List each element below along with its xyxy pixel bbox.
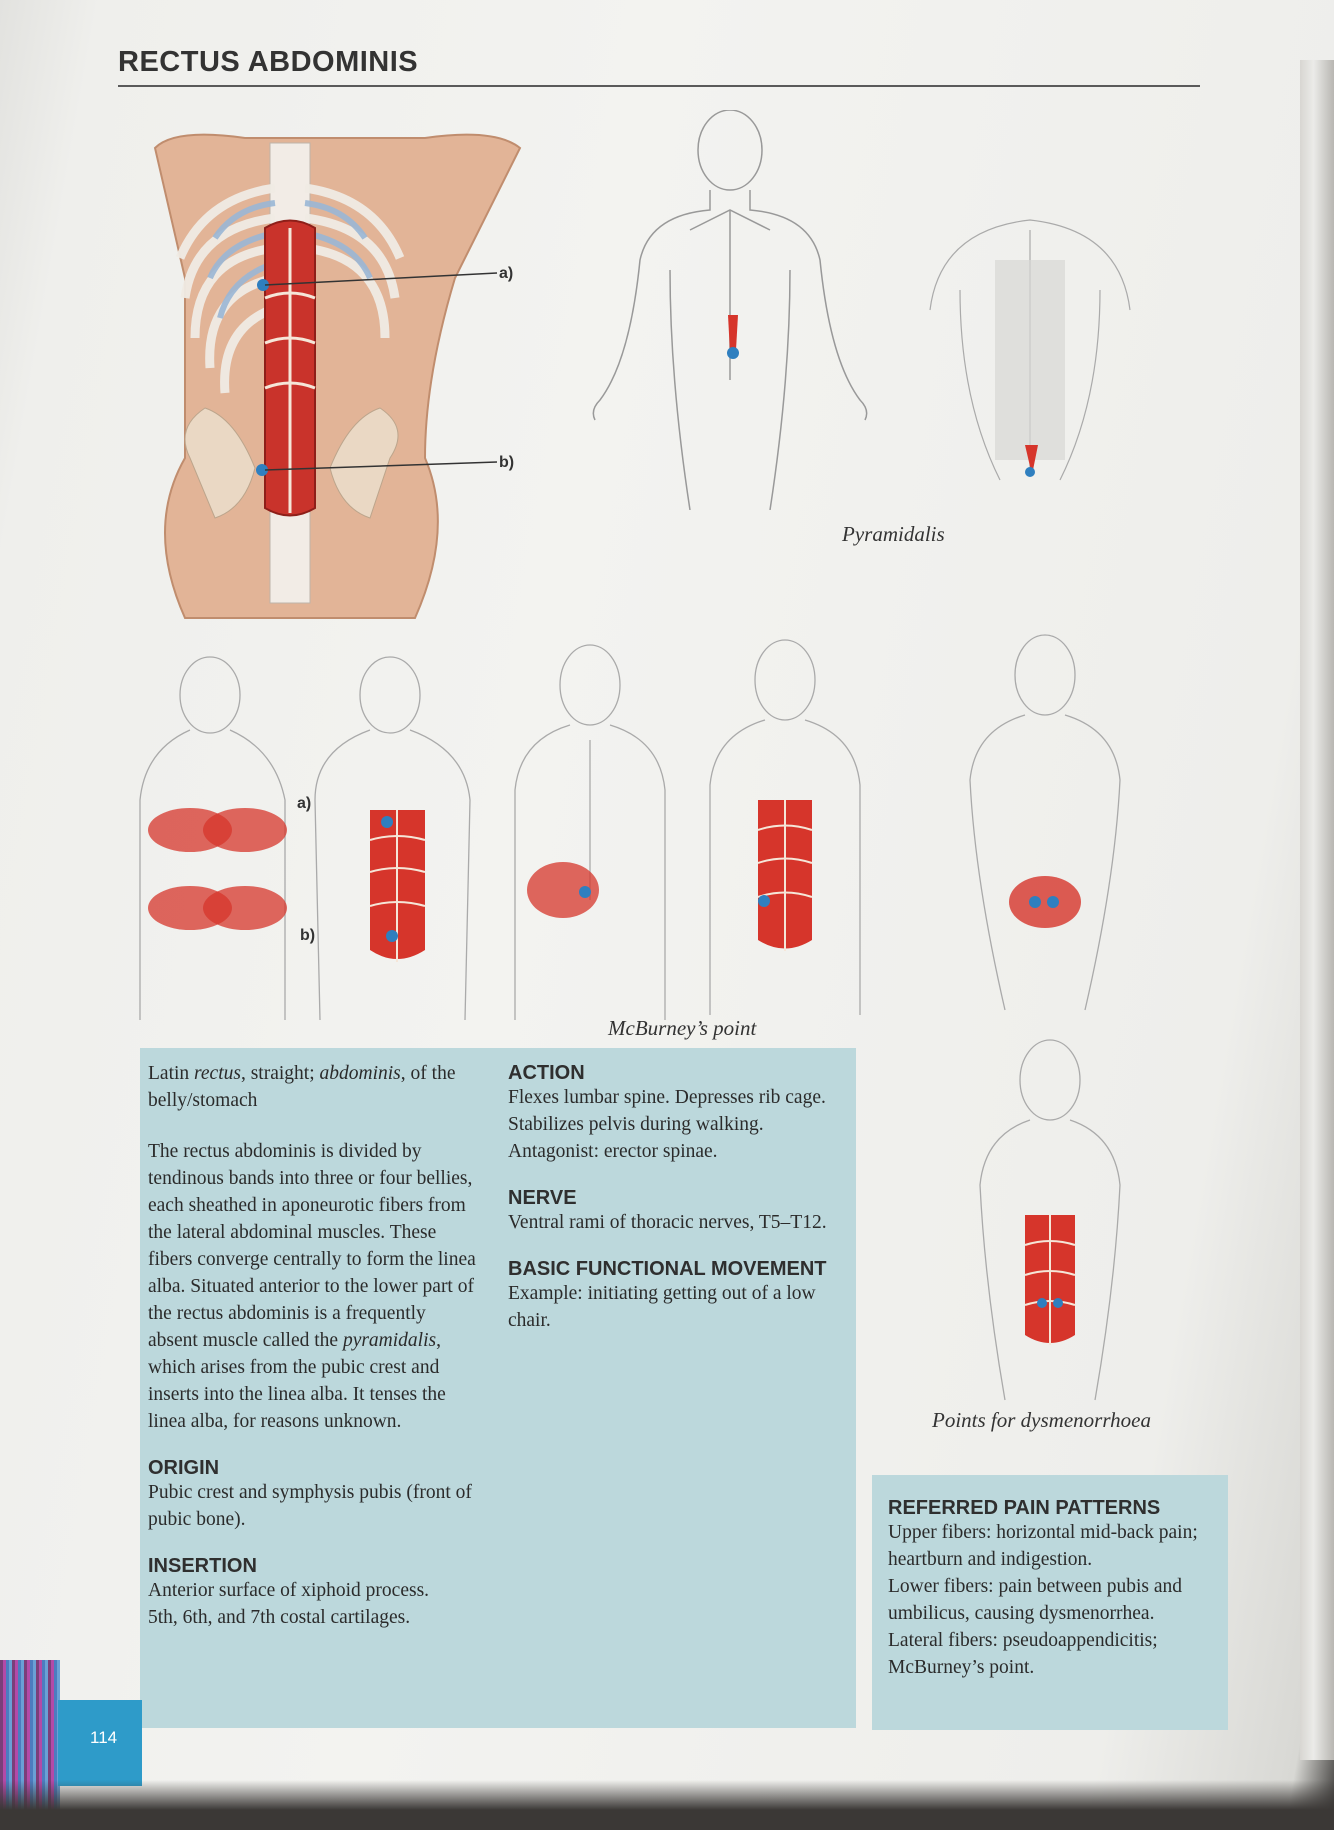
nerve-text: Ventral rami of thoracic nerves, T5–T12. [508, 1212, 827, 1233]
details-block [508, 1062, 838, 1334]
etymology-block [148, 1060, 478, 1631]
lateral-fibers-figure [700, 635, 870, 1025]
dysmenorrhoea-caption: Points for dysmenorrhoea [932, 1408, 1151, 1432]
pyramidalis-muscle-figure [920, 200, 1140, 500]
action-heading: ACTION [508, 1062, 585, 1084]
label-b: b) [499, 454, 515, 471]
referred-heading: REFERRED PAIN PATTERNS [888, 1497, 1161, 1519]
female-pain-figure [955, 630, 1135, 1020]
origin-heading: ORIGIN [148, 1457, 220, 1479]
label-a-middle: a) [297, 795, 312, 812]
anatomy-illustration [125, 128, 545, 628]
page-title: RECTUS ABDOMINIS [118, 46, 419, 78]
referred-lateral: Lateral fibers: pseudoappendicitis; McBurney’s point. [888, 1630, 1158, 1678]
insertion-heading: INSERTION [148, 1555, 257, 1577]
antagonist-text: Antagonist: erector spinae. [508, 1141, 718, 1162]
dysmenorrhoea-figure [965, 1035, 1135, 1405]
page-number: 114 [58, 1700, 142, 1786]
mcburney-figure [505, 640, 675, 1030]
referred-upper: Upper fibers: horizontal mid-back pain; heartburn and indigestion. [888, 1522, 1198, 1570]
referred-lower: Lower fibers: pain between pubis and umbilicus, causing dysmenorrhea. [888, 1576, 1183, 1624]
movement-text: Example: initiating getting out of a low chair. [508, 1283, 816, 1331]
back-pain-figure [135, 650, 495, 1030]
pyramidalis-caption: Pyramidalis [842, 522, 945, 546]
description-text: The rectus abdominis is divided by tendinous bands into three or four bellies, each sheathed in aponeurotic fibers from the lateral abdominal muscles. These fibers converge centrally to form the linea alba. Situated anterior to the lower part of the rectus abdominis is a frequently absent muscle called the pyramidalis, which arises from the pubic crest and inserts into the linea alba. It tenses the linea alba, for reasons unknown. [148, 1141, 476, 1432]
description-column [148, 1060, 478, 1631]
page-header [118, 46, 1200, 87]
movement-heading: BASIC FUNCTIONAL MOVEMENT [508, 1258, 827, 1280]
pyramidalis-front-figure [580, 110, 900, 510]
action-text: Flexes lumbar spine. Depresses rib cage. Stabilizes pelvis during walking. [508, 1087, 826, 1135]
etymology-text: Latin rectus, straight; abdominis, of the belly/stomach [148, 1063, 456, 1111]
insertion-text-2: 5th, 6th, and 7th costal cartilages. [148, 1607, 411, 1628]
label-a: a) [499, 265, 514, 282]
referred-pain-box [872, 1475, 1228, 1730]
origin-text: Pubic crest and symphysis pubis (front of pubic bone). [148, 1482, 472, 1530]
mcburney-caption: McBurney’s point [608, 1016, 757, 1040]
details-column [508, 1062, 838, 1334]
label-b-middle: b) [300, 927, 316, 944]
insertion-text-1: Anterior surface of xiphoid process. [148, 1580, 430, 1601]
nerve-heading: NERVE [508, 1187, 577, 1209]
page-edge [1300, 60, 1334, 1760]
page-shadow [0, 1780, 1334, 1830]
